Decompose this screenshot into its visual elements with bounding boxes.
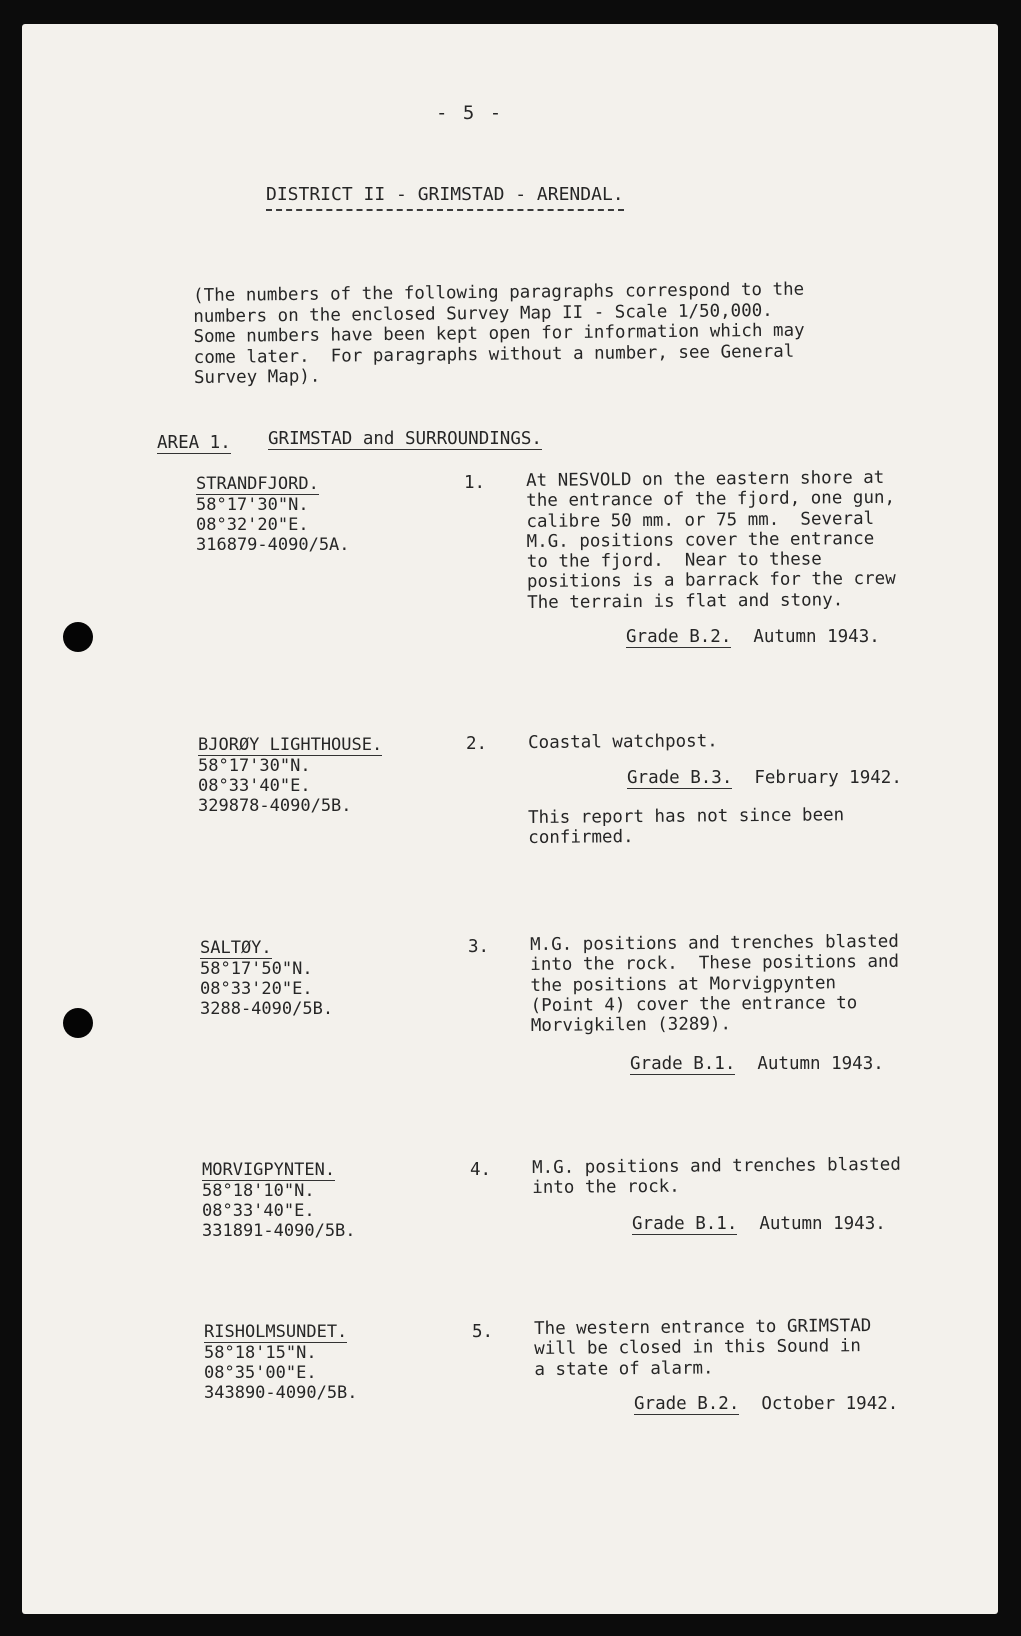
longitude: 08°32'20"E. [196, 515, 309, 535]
area-title: GRIMSTAD and SURROUNDINGS. [268, 429, 542, 449]
punch-hole [63, 1008, 93, 1038]
grade-line [634, 1394, 898, 1414]
grade: Grade B.1. [630, 1054, 736, 1074]
intro-line: Some numbers have been kept open for information which may [193, 320, 805, 347]
grade-line [626, 627, 880, 647]
grade-line [627, 768, 902, 788]
paragraph-text: At NESVOLD on the eastern shore at the entrance of the fjord, one gun, calibre 50 mm. or 75 mm. Several M.G. positions cover the entrance to the fjord. Near to these positions is a barrack for the crew The terrain is flat and stony. [526, 467, 896, 613]
grid-reference: 343890-4090/5B. [204, 1383, 358, 1403]
longitude: 08°33'40"E. [198, 776, 311, 796]
intro-line: numbers on the enclosed Survey Map II - Scale 1/50,000. [193, 300, 773, 327]
latitude: 58°17'30"N. [196, 495, 309, 515]
intro-paragraph [193, 280, 805, 389]
grid-reference: 331891-4090/5B. [202, 1221, 356, 1241]
punch-hole [63, 622, 93, 652]
grade-line [632, 1214, 886, 1234]
paragraph-number: 2. [466, 734, 488, 754]
report-date: Autumn 1943. [759, 1214, 886, 1234]
paragraph-text: M.G. positions and trenches blasted into the rock. These positions and the positions at Morvigpynten (Point 4) cover the entrance to Morvigkilen (3289). [530, 931, 900, 1037]
longitude: 08°33'20"E. [200, 979, 313, 999]
intro-line: (The numbers of the following paragraphs correspond to the [193, 279, 805, 306]
report-date: Autumn 1943. [753, 627, 880, 647]
grid-reference: 316879-4090/5A. [196, 535, 350, 555]
latitude: 58°17'30"N. [198, 756, 311, 776]
grid-reference: 329878-4090/5B. [198, 796, 352, 816]
grade: Grade B.1. [632, 1214, 738, 1234]
paragraph-text: The western entrance to GRIMSTAD will be closed in this Sound in a state of alarm. [534, 1316, 872, 1380]
location-block [198, 735, 382, 816]
page-number: - 5 - [436, 102, 504, 124]
grid-reference: 3288-4090/5B. [200, 999, 334, 1019]
intro-line: Survey Map). [193, 366, 321, 388]
latitude: 58°17'50"N. [200, 959, 313, 979]
latitude: 58°18'10"N. [202, 1181, 315, 1201]
location-block [202, 1160, 356, 1241]
location-name: MORVIGPYNTEN. [202, 1160, 336, 1180]
location-name: SALTØY. [200, 938, 272, 958]
intro-line: come later. For paragraphs without a number, see General [193, 341, 795, 368]
location-block [204, 1322, 358, 1403]
paragraph-number: 5. [472, 1322, 494, 1342]
paragraph-note: This report has not since been confirmed. [528, 805, 845, 849]
location-block [200, 938, 333, 1019]
longitude: 08°33'40"E. [202, 1201, 315, 1221]
grade: Grade B.2. [634, 1394, 740, 1414]
grade: Grade B.3. [627, 768, 733, 788]
grade-line [630, 1054, 884, 1074]
report-date: October 1942. [761, 1394, 899, 1414]
paragraph-number: 3. [468, 937, 490, 957]
location-name: RISHOLMSUNDET. [204, 1322, 348, 1342]
location-block [196, 474, 350, 555]
latitude: 58°18'15"N. [204, 1343, 317, 1363]
paragraph-number: 1. [464, 473, 486, 493]
paragraph-number: 4. [470, 1160, 492, 1180]
area-label: AREA 1. [157, 433, 231, 453]
paragraph-text: M.G. positions and trenches blasted into the rock. [532, 1154, 901, 1199]
district-heading: DISTRICT II - GRIMSTAD - ARENDAL. [266, 184, 624, 211]
paragraph-text: Coastal watchpost. [528, 731, 718, 753]
location-name: BJORØY LIGHTHOUSE. [198, 735, 383, 755]
location-name: STRANDFJORD. [196, 474, 319, 494]
longitude: 08°35'00"E. [204, 1363, 317, 1383]
report-date: February 1942. [754, 768, 902, 788]
report-date: Autumn 1943. [757, 1054, 884, 1074]
grade: Grade B.2. [626, 627, 732, 647]
